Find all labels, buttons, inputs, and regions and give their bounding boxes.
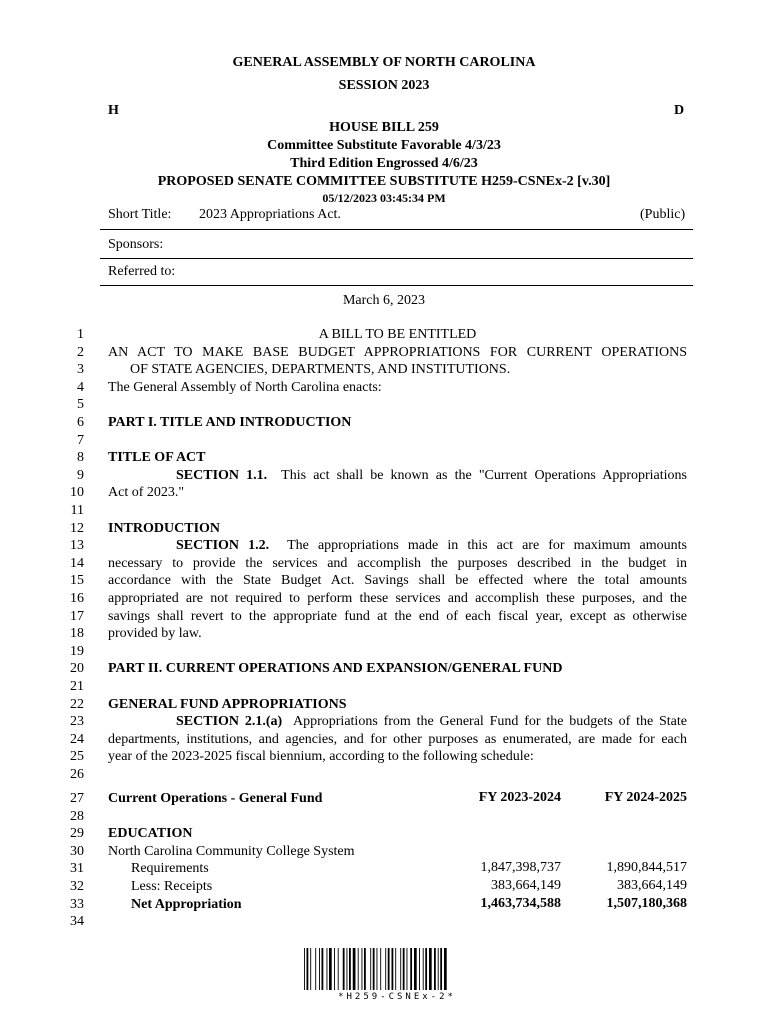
section-text: This act shall be known as the "Current Operations Appropriations (281, 467, 687, 483)
bill-number: HOUSE BILL 259 (329, 120, 439, 135)
row-label: Less: Receipts (131, 879, 213, 894)
line-number: 29 (70, 826, 84, 842)
short-title-value: 2023 Appropriations Act. (199, 207, 341, 222)
line-number: 30 (70, 843, 84, 859)
row-value-fy2023: 383,664,149 (491, 878, 561, 893)
line-number: 32 (70, 879, 84, 894)
section-text: Appropriations from the General Fund for the budgets of the State (293, 714, 687, 730)
line-number: 10 (70, 485, 84, 501)
enacting-clause: The General Assembly of North Carolina enacts: (108, 379, 382, 395)
line-number: 9 (77, 467, 84, 483)
act-title-line-1: AN ACT TO MAKE BASE BUDGET APPROPRIATIONS FOR CURRENT OPERATIONS (108, 344, 687, 360)
row-value-fy2024: 1,507,180,368 (606, 895, 687, 911)
section-1-2-line-3: accordance with the State Budget Act. Savings shall be effected where the total amounts (108, 573, 687, 589)
section-1-2-line-1 (108, 537, 687, 555)
line-number: 33 (70, 896, 84, 912)
bill-date: March 6, 2023 (342, 293, 426, 308)
section-1-1-line-1 (108, 467, 687, 485)
line-number: 7 (77, 432, 84, 448)
line-number: 11 (70, 503, 84, 518)
act-title-line-2: OF STATE AGENCIES, DEPARTMENTS, AND INSTITUTIONS. (130, 362, 511, 378)
line-number: 19 (70, 643, 84, 659)
barcode (304, 948, 490, 990)
line-number: 15 (70, 573, 84, 589)
line-number: 5 (77, 397, 84, 413)
column-header-fy2023: FY 2023-2024 (478, 790, 561, 805)
line-number: 14 (70, 555, 84, 571)
line-number: 27 (70, 791, 84, 806)
timestamp: 05/12/2023 03:45:34 PM (322, 191, 446, 205)
line-number: 22 (70, 696, 84, 712)
column-header-fy2024: FY 2024-2025 (604, 790, 687, 805)
line-number: 8 (77, 450, 84, 466)
referred-label: Referred to: (108, 264, 176, 279)
assembly-title: GENERAL ASSEMBLY OF NORTH CAROLINA (232, 55, 536, 70)
line-number: 17 (70, 608, 84, 624)
section-1-2-line-5: savings shall revert to the appropriate fund at the end of each fiscal year, except as otherwise (108, 608, 687, 624)
house-code: H (108, 103, 119, 118)
title-of-act-heading: TITLE OF ACT (108, 450, 206, 466)
line-number: 25 (70, 749, 84, 765)
divider-2 (100, 258, 693, 259)
edition: Third Edition Engrossed 4/6/23 (290, 156, 478, 171)
line-number: 18 (70, 626, 84, 642)
committee-substitute: Committee Substitute Favorable 4/3/23 (267, 138, 501, 153)
section-label: SECTION 1.1. (176, 467, 268, 483)
line-number: 23 (70, 714, 84, 730)
short-title-label: Short Title: (108, 207, 172, 222)
section-2-1-line-1 (108, 713, 687, 731)
line-number: 20 (70, 661, 84, 677)
divider-1 (100, 229, 693, 230)
introduction-heading: INTRODUCTION (108, 520, 221, 536)
line-number: 31 (70, 861, 84, 877)
divider-3 (100, 285, 693, 286)
row-value-fy2023: 1,847,398,737 (480, 860, 561, 876)
section-2-1-line-2: departments, institutions, and agencies, and for other purposes as enumerated, are made for each (108, 731, 687, 747)
session-title: SESSION 2023 (338, 78, 430, 93)
section-1-2-line-6: provided by law. (108, 626, 202, 642)
proposed-substitute: PROPOSED SENATE COMMITTEE SUBSTITUTE H259-CSNEx-2 [v.30] (157, 174, 611, 189)
section-1-2-line-2: necessary to provide the services and accomplish the purposes described in the budget in (108, 555, 687, 571)
section-text: The appropriations made in this act are for maximum amounts (287, 538, 687, 554)
section-label: SECTION 1.2. (176, 538, 270, 554)
section-1-2-line-4: appropriated are not required to perform these services and accomplish these purposes, and the (108, 591, 687, 606)
line-number: 16 (70, 591, 84, 606)
line-number: 26 (70, 767, 84, 782)
table-heading: Current Operations - General Fund (108, 791, 323, 806)
sponsors-label: Sponsors: (108, 237, 164, 252)
line-number: 12 (70, 520, 84, 536)
row-label: Requirements (131, 861, 209, 877)
line-number: 13 (70, 538, 84, 554)
line-number: 6 (77, 415, 84, 430)
row-label: Net Appropriation (131, 896, 242, 912)
row-value-fy2024: 1,890,844,517 (606, 860, 687, 876)
line-number: 34 (70, 914, 84, 930)
section-1-1-line-2: Act of 2023." (108, 485, 185, 501)
public-label: (Public) (640, 207, 686, 222)
line-number: 3 (77, 362, 84, 378)
line-number: 28 (70, 808, 84, 824)
bill-heading: A BILL TO BE ENTITLED (318, 327, 477, 342)
line-number: 1 (77, 327, 84, 342)
line-number: 21 (70, 679, 84, 694)
draft-code: D (674, 103, 685, 118)
table-section-education: EDUCATION (108, 826, 193, 842)
line-number: 24 (70, 731, 84, 747)
line-number: 4 (77, 379, 84, 395)
table-agency: North Carolina Community College System (108, 843, 355, 859)
section-label: SECTION 2.1.(a) (176, 714, 283, 730)
line-number: 2 (77, 344, 84, 360)
part-1-heading: PART I. TITLE AND INTRODUCTION (108, 415, 352, 430)
section-2-1-line-3: year of the 2023-2025 fiscal biennium, according to the following schedule: (108, 749, 534, 765)
general-fund-heading: GENERAL FUND APPROPRIATIONS (108, 696, 347, 712)
row-value-fy2024: 383,664,149 (617, 878, 687, 893)
barcode-text: *H259-CSNEx-2* (338, 992, 456, 1002)
row-value-fy2023: 1,463,734,588 (480, 895, 561, 911)
part-2-heading: PART II. CURRENT OPERATIONS AND EXPANSION/GENERAL FUND (108, 661, 563, 677)
